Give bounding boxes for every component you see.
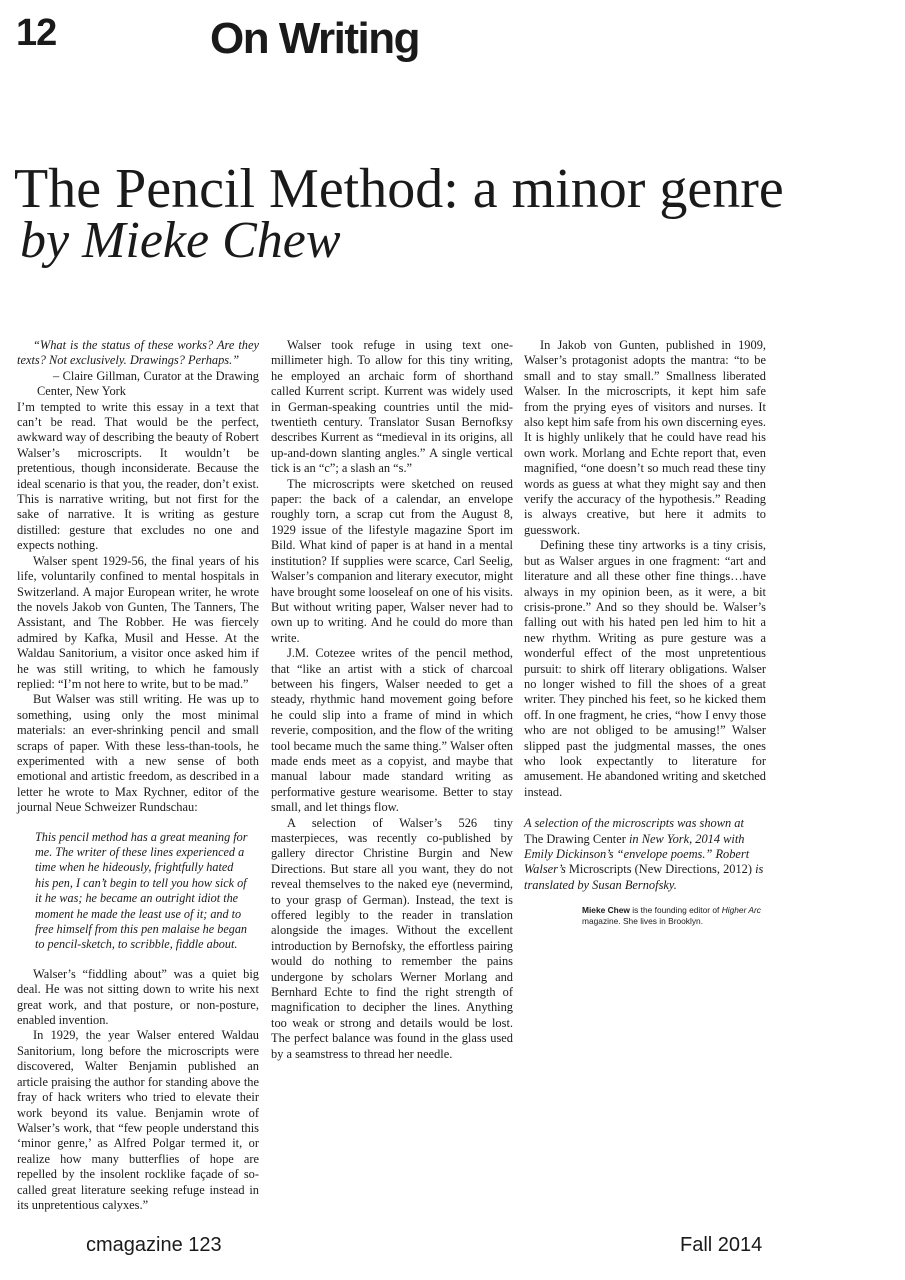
bio-name: Mieke Chew	[582, 905, 630, 916]
column-2	[271, 338, 513, 1062]
section-title: On Writing	[210, 14, 420, 63]
column-3	[524, 338, 766, 926]
column-1	[17, 338, 259, 1213]
article-title: The Pencil Method: a minor genre	[14, 158, 784, 220]
credit-line-1: A selection of the microscripts was shown at	[524, 816, 744, 831]
credit-translator: is translated by Susan Bernofsky.	[524, 862, 764, 892]
article-byline: by Mieke Chew	[20, 212, 341, 269]
author-bio	[582, 905, 766, 926]
exhibition-credit	[524, 816, 766, 893]
body-paragraph: Walser spent 1929-56, the final years of his life, voluntarily confined to mental hospitals in Switzerland. A major European writer, he wrote the novels Jakob von Gunten, The Tanners, The Assistant, and The Robber. He was fiercely admired by Kafka, Musil and Hesse. At the Waldau Sanitorium, a visitor once asked him if he was still writing, to which he famously replied: “I’m not here to write, but to be mad.”	[17, 553, 259, 691]
body-paragraph: Walser’s “fiddling about” was a quiet big deal. He was not sitting down to write his next great work, and that posture, or non-posture, enabled invention.	[17, 966, 259, 1028]
bio-text-a: is the founding editor of	[632, 905, 720, 916]
footer-date: Fall 2014	[680, 1234, 763, 1256]
body-paragraph: I’m tempted to write this essay in a text that can’t be read. That would be the perfect, awkward way of describing the beauty of Robert Walser’s microscripts. It wouldn’t be pretentious, though inconsiderate. Because the ideal scenario is that you, the reader, don’t exist. This is narrative writing, but not first for the sake of narrative. It is writing as gesture distilled: gesture that excludes no one and expects nothing.	[17, 399, 259, 553]
body-paragraph: In Jakob von Gunten, published in 1909, Walser’s protagonist adopts the mantra: “to be small and to stay small.” Smallness liberated Walser. In the microscripts, it kept him safe from the prying eyes of visitors and nurses. It also kept him safe from his own discerning eyes. It is highly unlikely that he could have read his own work. Morlang and Echte report that, even magnified, “one doesn’t so much read these tiny words as guess at what they might say and then verify the accuracy of the hypothesis.” Reading is always creative, but here it admits to guesswork.	[524, 338, 766, 537]
page-number: 12	[16, 12, 57, 54]
bio-magazine: Higher Arc	[721, 905, 761, 916]
bio-text-b: magazine. She lives in Brooklyn.	[582, 915, 704, 926]
credit-publisher: (New Directions, 2012)	[634, 862, 752, 877]
body-paragraph: But Walser was still writing. He was up to something, using only the most minimal materials: an ever-shrinking pencil and small scraps of paper. With these less-than-tools, he experimented with a new sense of both emotional and artistic freedom, as described in a letter he wrote to Max Rychner, editor of the journal Neue Schweizer Rundschau:	[17, 692, 259, 815]
epigraph-quote: “What is the status of these works? Are they texts? Not exclusively. Drawings? Perhaps.”	[17, 338, 259, 368]
epigraph-attribution: – Claire Gillman, Curator at the Drawing Center, New York	[37, 368, 259, 399]
footer-issue: cmagazine 123	[86, 1234, 222, 1256]
credit-line-2: in New York, 2014 with Emily Dickinson’s “envelope poems.”	[524, 831, 745, 861]
body-paragraph: In 1929, the year Walser entered Waldau Sanitorium, long before the microscripts were discovered, Walter Benjamin published an article praising the author for standing above the fray of hack writers who tried to elevate their work beyond its value. Benjamin wrote of Walser’s work, that “few people understand this ‘minor genre,’ as Alfred Polgar termed it, or realize how many butterflies of hope are repelled by the insolent rocklike façade of so-called great literature seeking refuge instead in its unpretentious calyxes.”	[17, 1028, 259, 1212]
block-quote: This pencil method has a great meaning for me. The writer of these lines experienced a time when he hideously, frightfully hated his pen, I can’t begin to tell you how sick of it he was; he became an outright idiot the moment he made the least use of it; and to free himself from this pen malaise he began to pencil-sketch, to scribble, fiddle about.	[35, 829, 248, 952]
body-paragraph: Walser took refuge in using text one-millimeter high. To allow for this tiny writing, he employed an archaic form of shorthand called Kurrent script. Kurrent was widely used in German-speaking countries until the mid-twentieth century. Translator Susan Bernofksy describes Kurrent as “medieval in its origins, all up-and-down slanting angles.” A single vertical tick is an “c”; a slash an “s.”	[271, 338, 513, 476]
credit-venue: The Drawing Center	[524, 831, 626, 846]
body-paragraph: J.M. Cotezee writes of the pencil method, that “like an artist with a stick of charcoal between his fingers, Walser needed to get a steady, rhythmic hand movement going before he could slip into a frame of mind in which reverie, composition, and the flow of the writing tool became much the same thing.” Walser often made ends meet as a copyist, and maybe that manual labour made standard writing as performative gesture wearisome. Better to stay small, and let things flow.	[271, 646, 513, 815]
body-paragraph: Defining these tiny artworks is a tiny crisis, but as Walser argues in one fragment: “art and literature and all these other fine things…have always in my opinion been, as it were, a bit crisis-prone.” And so they should be. Walser’s falling out with his hated pen led him to hit a new rhythm. Writing as pure gesture was a wonderful effect of the most unpretentious pursuit: to shirk off literary obligations. Walser no longer wished to fill the shoes of a great writer. They pinched his feet, so he kicked them off. In one fragment, he cries, “how I envy those who are not obliged to be amusing!” Walser slipped past the judgmental masses, the ones who look expectantly to literature for amusement. He abandoned writing and sketched instead.	[524, 538, 766, 799]
credit-book-author: Robert Walser’s	[524, 847, 750, 877]
body-paragraph: The microscripts were sketched on reused paper: the back of a calendar, an envelope roughly torn, a scrap cut from the August 8, 1929 issue of the lifestyle magazine Sport im Bild. What kind of paper is at hand in a mental institution? If supplies were scarce, Carl Seelig, Walser’s companion and literary executor, might have brought some looseleaf on one of his visits. But without writing paper, Walser never had to own up to writing. And he could do more than write.	[271, 476, 513, 645]
credit-book-title: Microscripts	[568, 862, 632, 877]
body-paragraph: A selection of Walser’s 526 tiny masterpieces, was recently co-published by gallery director Christine Burgin and New Directions. But stare all you want, they do not reveal themselves to the naked eye (nevermind, to your grasp of German). Instead, the text is offered legibly to the reader in translation alongside the images. Without the excellent introduction by Bernofsky, the effortless pairing would do nothing to remember the pains undergone by scholars Werner Morlang and Bernhard Echte to find the right strength of magnification to decipher the lines. Anything too weak or strong and details would be lost. The perfect balance was found in the glass used by a seamstress to thread her needle.	[271, 815, 513, 1061]
